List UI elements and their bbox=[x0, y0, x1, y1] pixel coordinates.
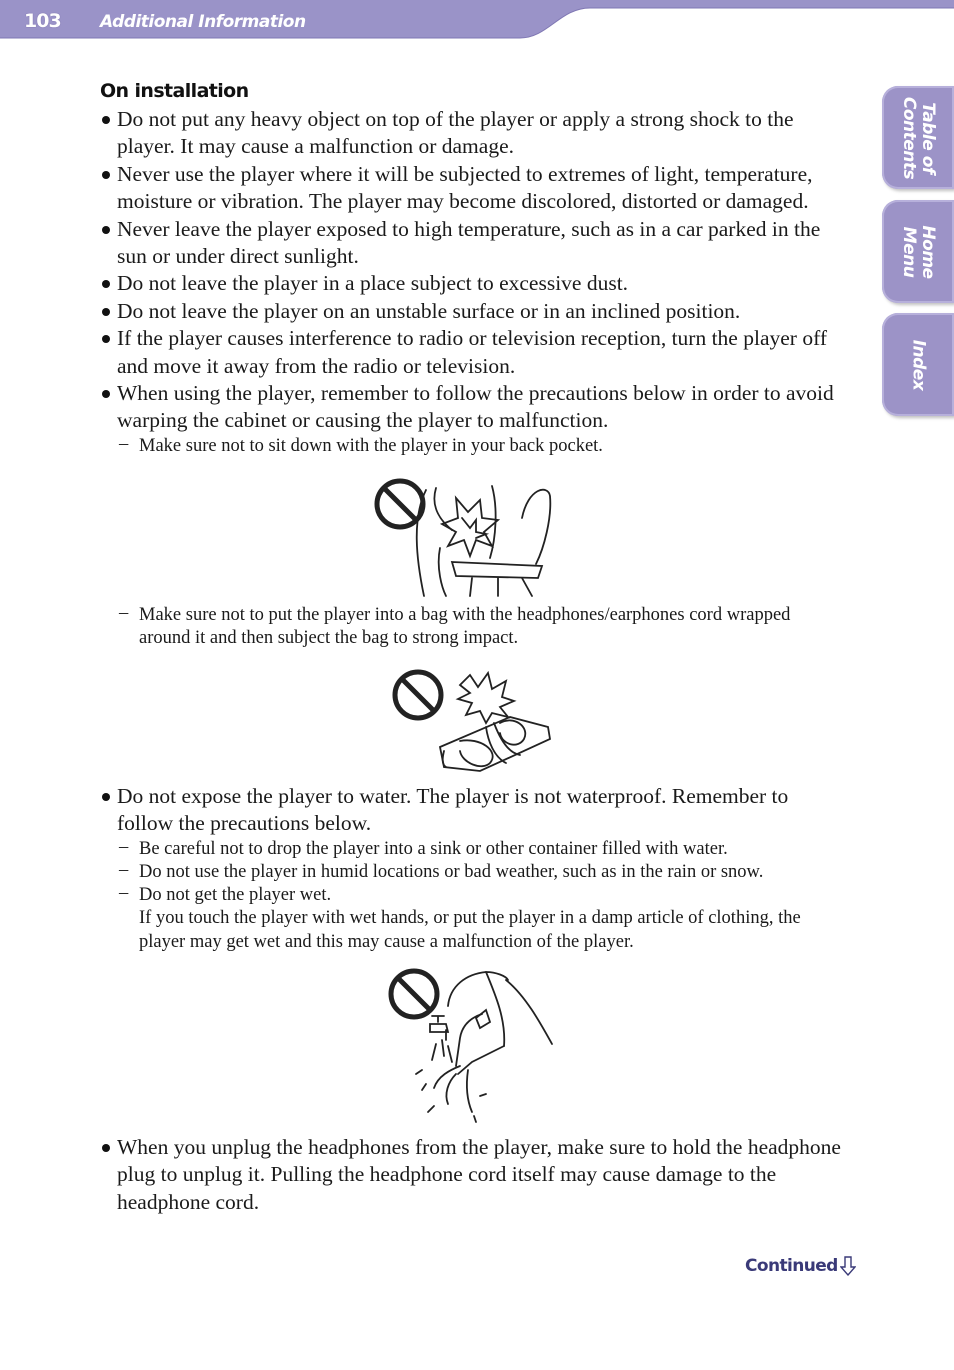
sub-item: – Make sure not to sit down with the player in your back pocket. bbox=[100, 435, 845, 458]
bullet-item: When using the player, remember to follow the precautions below in order to avoid warping the cabinet or causing the player to malfunction. bbox=[100, 380, 845, 435]
illustration-back-pocket bbox=[100, 458, 845, 604]
tab-label: Index bbox=[908, 339, 929, 390]
bullet-item: Do not leave the player in a place subject to excessive dust. bbox=[100, 270, 845, 297]
continued-label: Continued bbox=[745, 1256, 838, 1276]
tab-home-menu[interactable] bbox=[882, 200, 954, 303]
bullet-item: Do not put any heavy object on top of the player or apply a strong shock to the player. It may cause a malfunction or damage. bbox=[100, 106, 845, 161]
section-title: Additional Information bbox=[100, 12, 306, 32]
page-number: 103 bbox=[24, 10, 61, 32]
arrow-down-icon bbox=[840, 1256, 856, 1276]
sub-item: – Be careful not to drop the player into a sink or other container filled with water. bbox=[100, 838, 845, 861]
sub-item: – Do not use the player in humid locations or bad weather, such as in the rain or snow. bbox=[100, 861, 845, 884]
main-content bbox=[100, 80, 845, 1216]
bullet-item: When you unplug the headphones from the player, make sure to hold the headphone plug to unplug it. Pulling the headphone cord itself may cause damage to the headphone cord. bbox=[100, 1134, 845, 1216]
page-header bbox=[0, 0, 954, 40]
tab-label: Home Menu bbox=[899, 224, 938, 279]
bag-illustration bbox=[390, 667, 560, 777]
sitting-illustration bbox=[372, 478, 572, 598]
bullet-item: If the player causes interference to radio or television reception, turn the player off and move it away from the radio or television. bbox=[100, 325, 845, 380]
bullet-item: Never leave the player exposed to high temperature, such as in a car parked in the sun or under direct sunlight. bbox=[100, 216, 845, 271]
continued-link[interactable] bbox=[745, 1256, 856, 1276]
sub-item-note: If you touch the player with wet hands, or put the player in a damp article of clothing, the player may get wet and this may cause a malfunction of the player. bbox=[139, 908, 801, 952]
tab-index[interactable] bbox=[882, 313, 954, 416]
bullet-item: Do not expose the player to water. The player is not waterproof. Remember to follow the precautions below. bbox=[100, 783, 845, 838]
sub-item: – Make sure not to put the player into a bag with the headphones/earphones cord wrapped around it and then subject the bag to strong impact. bbox=[100, 604, 845, 651]
illustration-bag-impact bbox=[100, 651, 845, 783]
tab-table-of-contents[interactable] bbox=[882, 86, 954, 189]
bullet-item: Never use the player where it will be subjected to extremes of light, temperature, moisture or vibration. The player may become discolored, distorted or damaged. bbox=[100, 161, 845, 216]
sub-item: – Do not get the player wet. bbox=[100, 884, 845, 907]
section-heading: On installation bbox=[100, 80, 249, 102]
tab-label: Table of Contents bbox=[899, 96, 938, 179]
washing-illustration bbox=[386, 966, 566, 1126]
illustration-wet-hands bbox=[100, 954, 845, 1134]
bullet-item: Do not leave the player on an unstable surface or in an inclined position. bbox=[100, 298, 845, 325]
